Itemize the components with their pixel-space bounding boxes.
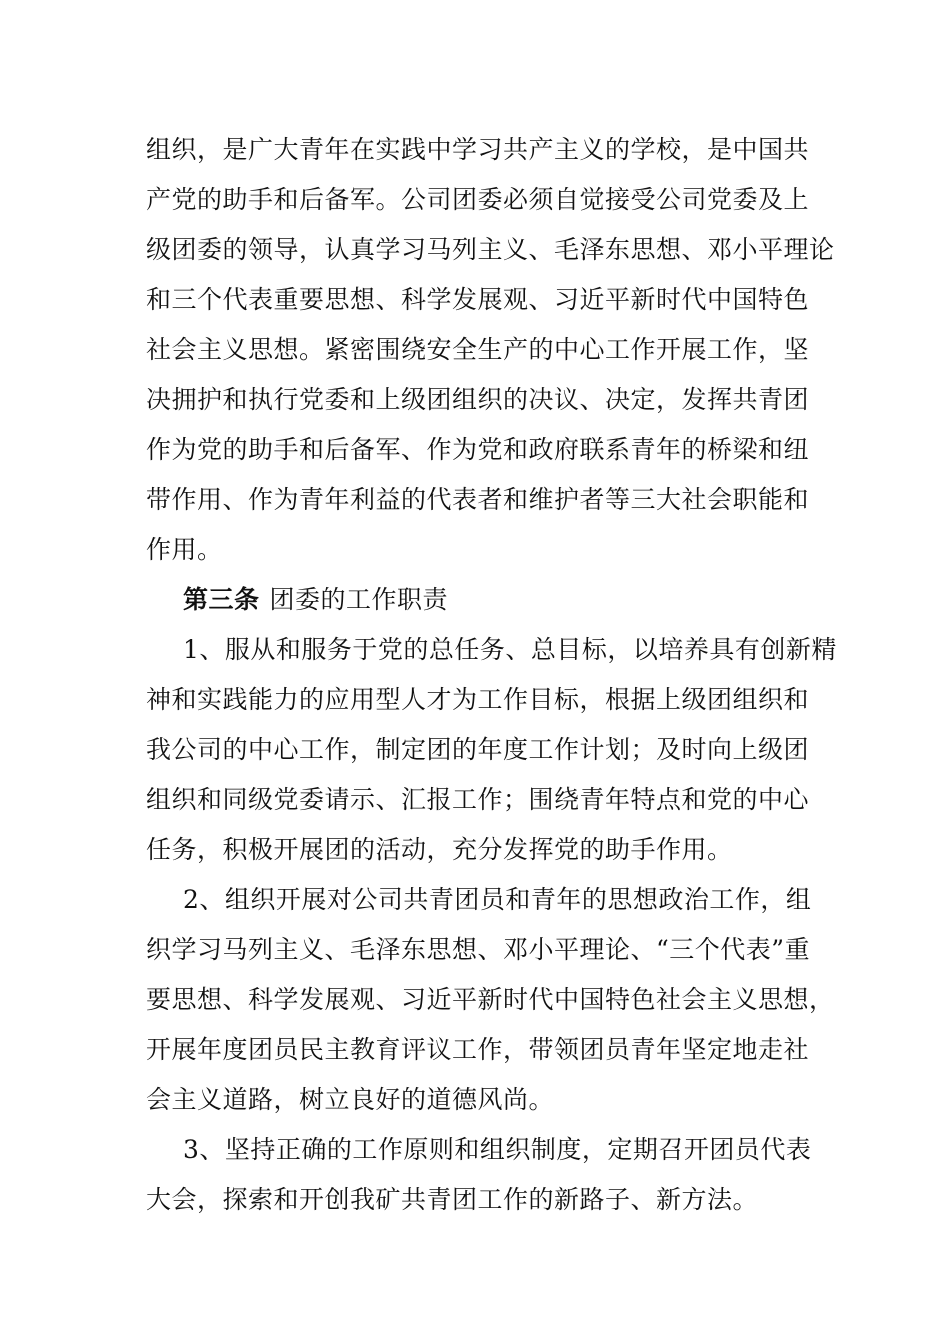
paragraph-line: 级团委的领导，认真学习马列主义、毛泽东思想、邓小平理论 bbox=[146, 235, 835, 264]
paragraph-line: 决拥护和执行党委和上级团组织的决议、决定，发挥共青团 bbox=[146, 385, 810, 414]
item-line: 织学习马列主义、毛泽东思想、邓小平理论、“三个代表”重 bbox=[146, 935, 811, 964]
item-line: 1、服从和服务于党的总任务、总目标，以培养具有创新精 bbox=[183, 635, 837, 664]
item-line: 2、组织开展对公司共青团员和青年的思想政治工作，组 bbox=[183, 885, 812, 914]
paragraph-line: 产党的助手和后备军。公司团委必须自觉接受公司党委及上 bbox=[146, 185, 810, 214]
item-line: 我公司的中心工作，制定团的年度工作计划；及时向上级团 bbox=[146, 735, 810, 764]
paragraph-line: 和三个代表重要思想、科学发展观、习近平新时代中国特色 bbox=[146, 285, 810, 314]
item-line: 大会，探索和开创我矿共青团工作的新路子、新方法。 bbox=[146, 1185, 759, 1214]
item-line: 开展年度团员民主教育评议工作，带领团员青年坚定地走社 bbox=[146, 1035, 810, 1064]
paragraph-line: 作用。 bbox=[146, 535, 223, 564]
paragraph-line: 作为党的助手和后备军、作为党和政府联系青年的桥梁和纽 bbox=[146, 435, 810, 464]
article-heading bbox=[183, 582, 816, 618]
article-number: 第三条 bbox=[183, 585, 260, 614]
paragraph-line: 社会主义思想。紧密围绕安全生产的中心工作开展工作，坚 bbox=[146, 335, 810, 364]
article-title: 团委的工作职责 bbox=[269, 585, 449, 614]
item-line: 会主义道路，树立良好的道德风尚。 bbox=[146, 1085, 555, 1114]
item-line: 神和实践能力的应用型人才为工作目标，根据上级团组织和 bbox=[146, 685, 810, 714]
item-line: 任务，积极开展团的活动，充分发挥党的助手作用。 bbox=[146, 835, 733, 864]
item-line: 组织和同级党委请示、汇报工作；围绕青年特点和党的中心 bbox=[146, 785, 810, 814]
item-line: 3、坚持正确的工作原则和组织制度，定期召开团员代表 bbox=[183, 1135, 812, 1164]
item-line: 要思想、科学发展观、习近平新时代中国特色社会主义思想， bbox=[146, 985, 835, 1014]
paragraph-line: 组织，是广大青年在实践中学习共产主义的学校，是中国共 bbox=[146, 135, 810, 164]
paragraph-line: 带作用、作为青年利益的代表者和维护者等三大社会职能和 bbox=[146, 485, 810, 514]
